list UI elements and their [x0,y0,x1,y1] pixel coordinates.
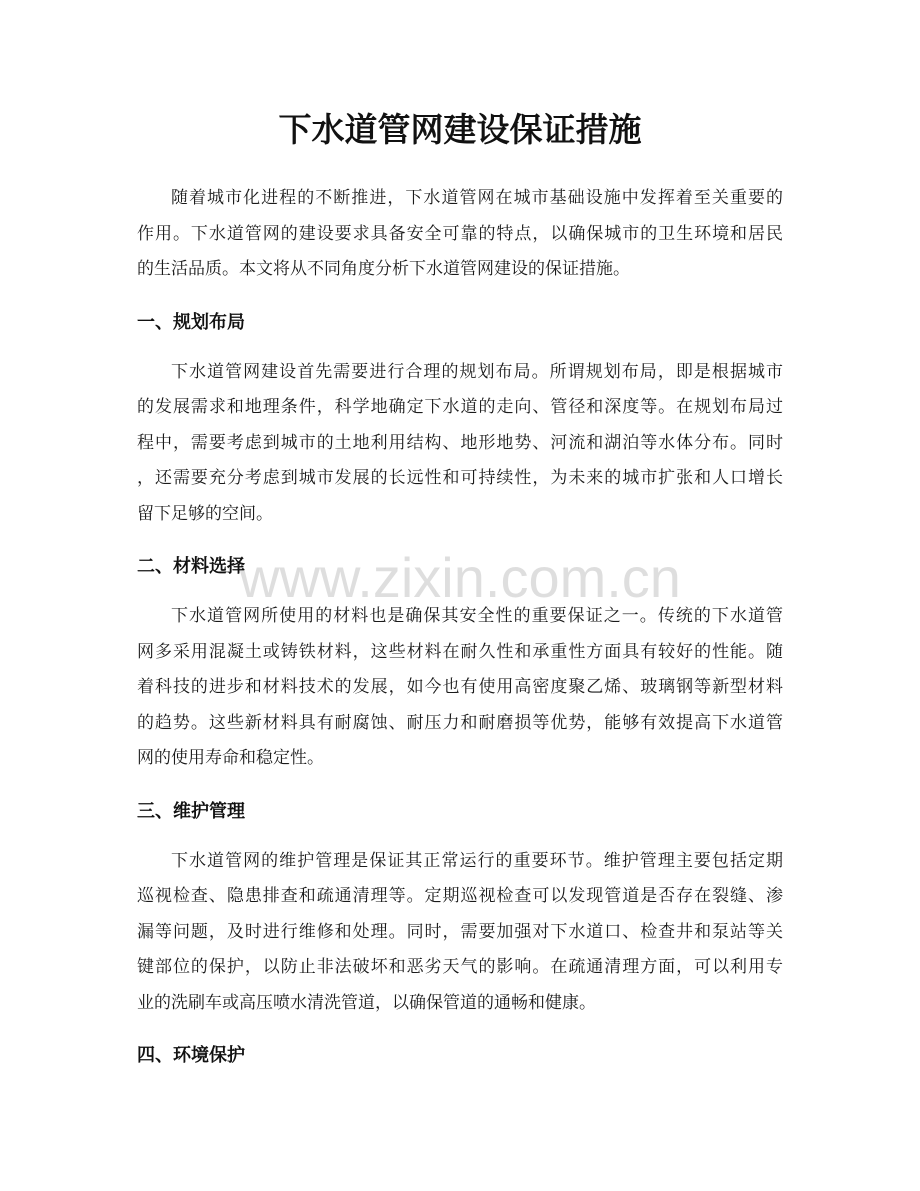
paragraph-line: 漏等问题，及时进行维修和处理。同时，需要加强对下水道口、检查井和泵站等关 [137,921,783,942]
paragraph-line: 下水道管网所使用的材料也是确保其安全性的重要保证之一。传统的下水道管 [171,606,783,626]
paragraph-line: 着科技的进步和材料技术的发展，如今也有使用高密度聚乙烯、玻璃钢等新型材料 [137,677,783,697]
section-heading-planning: 一、规划布局 [137,311,245,333]
paragraph-line: 的趋势。这些新材料具有耐腐蚀、耐压力和耐磨损等优势，能够有效提高下水道管 [137,712,783,733]
paragraph-line: 业的洗刷车或高压喷水清洗管道，以确保管道的通畅和健康。 [137,992,596,1013]
watermark: www.zixin.com.cn [239,546,681,609]
document-title: 下水道管网建设保证措施 [278,110,642,149]
paragraph-line: 程中，需要考虑到城市的土地利用结构、地形地势、河流和湖泊等水体分布。同时 [137,432,783,453]
paragraph-line: 键部位的保护，以防止非法破坏和恶劣天气的影响。在疏通清理方面，可以利用专 [137,957,783,977]
paragraph-line: 下水道管网的维护管理是保证其正常运行的重要环节。维护管理主要包括定期 [171,850,783,871]
paragraph-line: 下水道管网建设首先需要进行合理的规划布局。所谓规划布局，即是根据城市 [171,361,783,382]
document-page [137,110,783,1088]
paragraph-line: 作用。下水道管网的建设要求具备安全可靠的特点，以确保城市的卫生环境和居民 [137,223,783,244]
paragraph-line: ，还需要充分考虑到城市发展的长远性和可持续性，为未来的城市扩张和人口增长 [137,468,783,488]
section-paragraph-materials [137,599,783,777]
paragraph-line: 随着城市化进程的不断推进，下水道管网在城市基础设施中发挥着至关重要的 [171,188,783,208]
paragraph-line: 的发展需求和地理条件，科学地确定下水道的走向、管径和深度等。在规划布局过 [137,397,783,417]
intro-paragraph [137,181,783,288]
paragraph-line: 的生活品质。本文将从不同角度分析下水道管网建设的保证措施。 [137,259,630,279]
section-heading-environment: 四、环境保护 [137,1045,245,1066]
section-paragraph-planning [137,355,783,533]
section-heading-materials: 二、材料选择 [137,556,245,577]
paragraph-line: 网的使用寿命和稳定性。 [137,748,324,768]
paragraph-line: 巡视检查、隐患排查和疏通清理等。定期巡视检查可以发现管道是否存在裂缝、渗 [137,886,783,906]
paragraph-line: 留下足够的空间。 [137,503,273,524]
paragraph-line: 网多采用混凝土或铸铁材料，这些材料在耐久性和承重性方面具有较好的性能。随 [137,641,783,662]
section-heading-maintenance: 三、维护管理 [137,800,245,822]
section-paragraph-maintenance [137,844,783,1022]
